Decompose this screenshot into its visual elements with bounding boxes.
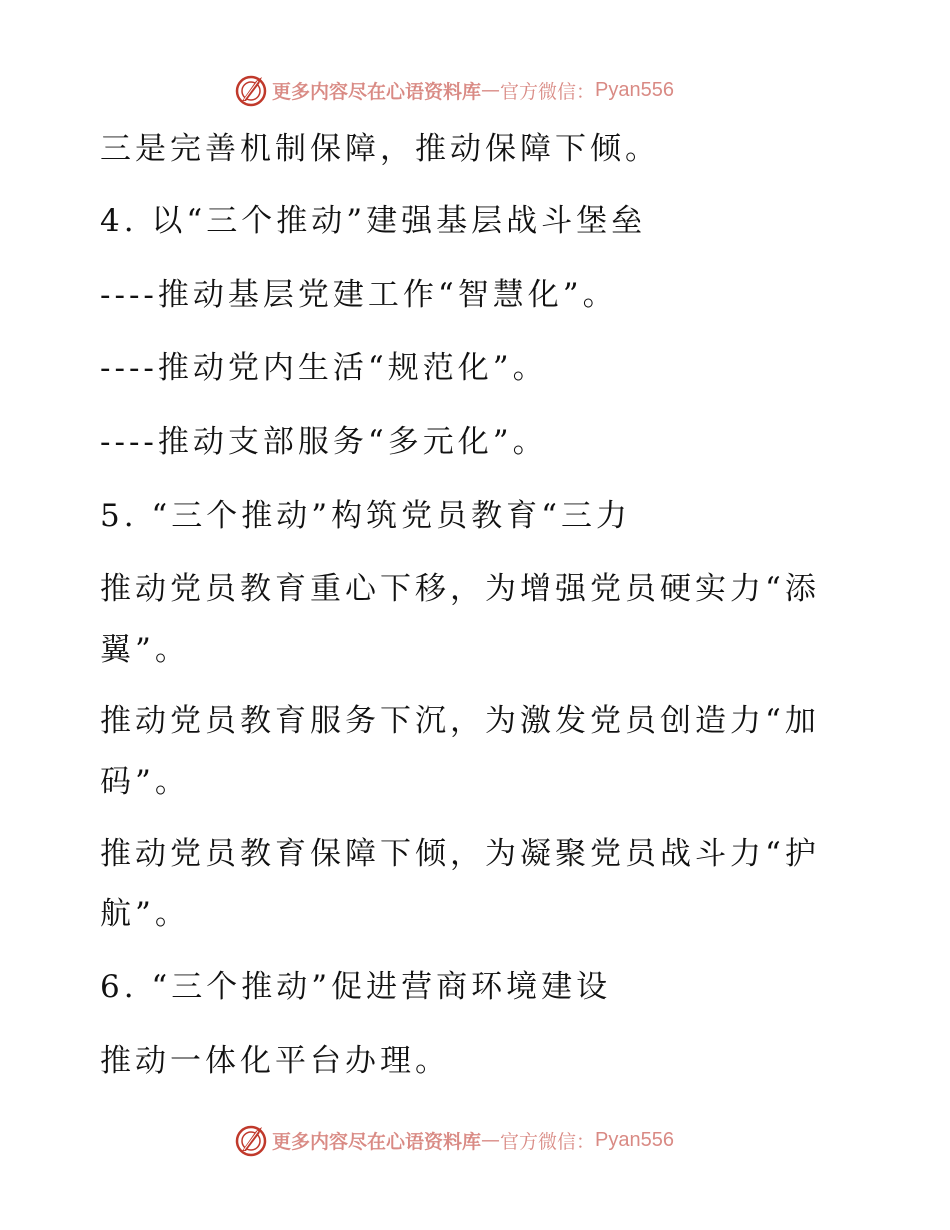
- banner-text: 更多内容尽在心语资料库: [272, 1130, 482, 1153]
- banner-wechat-label: 官方微信：: [500, 80, 596, 103]
- text-line-5: ----推动支部服务“多元化”。: [100, 424, 548, 460]
- banner-wechat-id: Pyan556: [595, 78, 674, 101]
- text-line-10: 码”。: [100, 764, 190, 800]
- banner-separator: —: [481, 79, 501, 101]
- text-line-8: 翼”。: [100, 632, 190, 668]
- text-line-7: 推动党员教育重心下移，为增强党员硬实力“添: [100, 571, 820, 607]
- text-line-4: ----推动党内生活“规范化”。: [100, 350, 548, 386]
- banner-wechat-id: Pyan556: [595, 1128, 674, 1151]
- section-heading-5: 5. “三个推动”构筑党员教育“三力: [100, 498, 631, 534]
- banner-wechat-label: 官方微信：: [500, 1130, 596, 1153]
- banner-text: 更多内容尽在心语资料库: [272, 80, 482, 103]
- banner-separator: —: [481, 1129, 501, 1151]
- logo-quill-icon: [234, 73, 268, 107]
- header-banner: [234, 72, 674, 108]
- text-line-14: 推动一体化平台办理。: [100, 1043, 450, 1079]
- section-heading-4: 4. 以“三个推动”建强基层战斗堡垒: [100, 203, 647, 239]
- text-line-9: 推动党员教育服务下沉，为激发党员创造力“加: [100, 703, 820, 739]
- logo-quill-icon: [234, 1123, 268, 1157]
- text-line-1: 三是完善机制保障，推动保障下倾。: [100, 131, 660, 167]
- text-line-11: 推动党员教育保障下倾，为凝聚党员战斗力“护: [100, 836, 820, 872]
- footer-banner: [234, 1122, 674, 1158]
- text-line-3: ----推动基层党建工作“智慧化”。: [100, 277, 618, 313]
- section-heading-6: 6. “三个推动”促进营商环境建设: [100, 969, 612, 1005]
- text-line-12: 航”。: [100, 896, 190, 932]
